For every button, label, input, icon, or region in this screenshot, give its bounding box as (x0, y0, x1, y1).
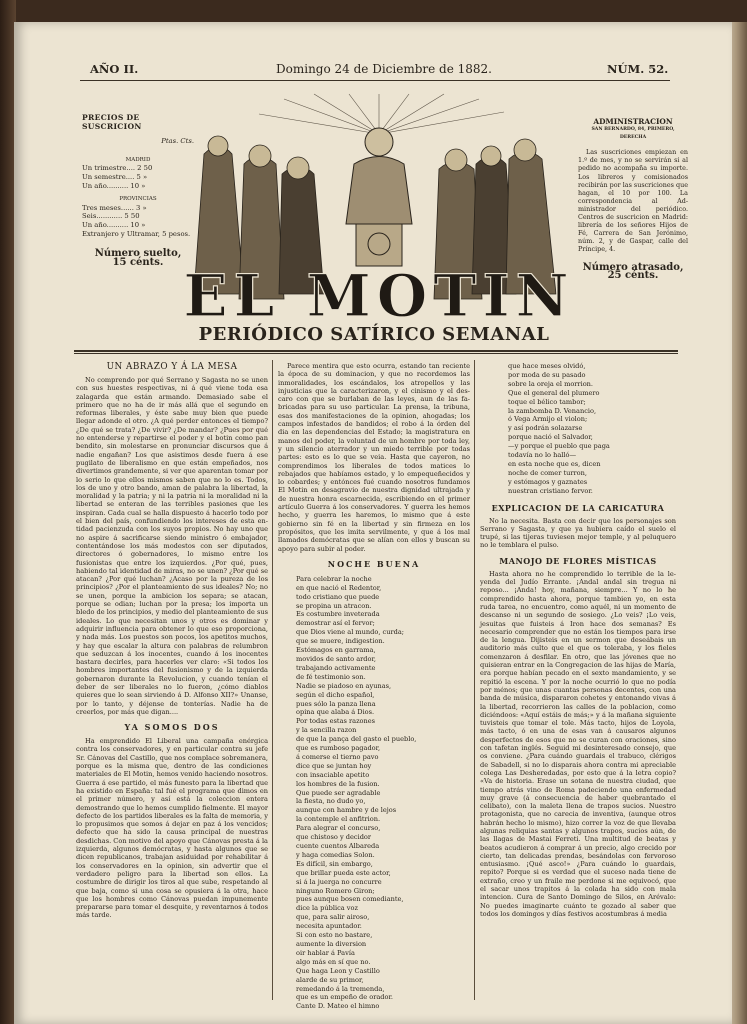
poem-line: Cante D. Mateo el himno (296, 1002, 380, 1011)
poem-line: trabajando activamente (296, 663, 376, 672)
admin-address: SAN BERNARDO, 84, PRIMERO, DERECHA (591, 127, 675, 141)
article-heading-flores: MANOJO DE FLORES MÍSTICAS (499, 555, 657, 566)
poem-line: aunque con hambre y de lejos (296, 806, 397, 815)
poem-line: necesita apuntador. (296, 922, 362, 931)
poem-line: pues sólo la panza llena (296, 699, 376, 708)
poem-line: todo cristiano que puede (296, 592, 380, 601)
poem-line: algo más en sí que no. (296, 957, 371, 966)
poem-line: porque nació el Salvador, (508, 433, 593, 442)
poem-line: oir hablar á Pavía (296, 948, 355, 957)
poem-line: remedando á la tremenda, (296, 984, 385, 993)
poem-line: y estómagos y gaznates (508, 477, 588, 486)
column-3 (480, 362, 676, 1002)
poem-line: y la sencilla razon (296, 726, 357, 735)
poem-line: toque el bélico tambor; (508, 397, 586, 406)
poem-line: cuente cuentos Albareda (296, 842, 380, 851)
article-body-continued: Parece mentira que esto ocurra, estando tan reciente la época de su dominacion, y que no recordemos las inmoralidades, los escándalos, los atropellos y las injusticias que la caracterizaron, y el cinismo y el descaro con que se burlaban de las leyes, aun de las fabricadas para su uso particular. La prensa, la tribuna, esas dos manifestaciones de la opinion, ahogadas; los campos infestados de bandidos; el robo á la órden del dia en las dependencias del Estado; la magistratura en manos del poder, la voluntad de un hombre por toda ley, y un silencio aterrador y un miedo terrible por todas partes: esto es lo que se veia. Hasta que cayeron, no comprendimos los liberales de todos matices lo rebajados que habíamos estado, y lo empequeñecidos y lo cobardes; y entónces fué cuando nosotros fundamos El Motin en desagravio de nuestra dignidad ultrajada y de nuestra honra escarnecida, escribiendo en el primer artículo Guerra á los conservadores. Y guerra les hemos hecho, y guerra les haremos, lo mismo que á este gobierno sin fé en la libertad y sin firmeza en los propósitos, que les imita servilmente, y que á los mal llamados demócratas que se alían con ellos y buscan su apoyo para subir al poder. (278, 362, 470, 553)
poem-line: que Dios viene al mundo, curda; (296, 628, 405, 637)
poem-line: Que haga Leon y Castillo (296, 966, 380, 975)
poem-line: dice que se juntan hoy (296, 761, 372, 770)
single-issue-label: Número suelto, (94, 248, 182, 260)
poem-line: Si con esto no bastare, (296, 931, 373, 940)
poem-line: opina que alaba á Dios. (296, 708, 375, 717)
article-heading-caricatura: EXPLICACION DE LA CARICATURA (491, 502, 665, 513)
poem-continued (480, 362, 676, 496)
article-body-flores: Hasta ahora no he comprendido lo terrible de la leyenda del Judío Errante. ¡Andal andal sin tregua ni reposo... ¡Anda! hoy, mañana, siempre... Y no lo he comprendido hasta ahora, porque tambien yo, en esta ruda tarea, no encuentro, como aquél, ni un momento de descanso ni un segundo de sosiego. ¿Lo veis? ¡Lo veis, jesuitas que fuisteis á Iron hace dos semanas? Es necesario comprender que no están los tiempos para irse de la lengua. Dijisteis en un sermon que deseábais un auditorio más culto que el que os toleraba, y los fieles comenzaron á desfilar. En otro, que las jóvenes que no quisieran entrar en la Congregacion de las hijas de María, era porque habían pecado en el sexto mandamiento, y se repitió la escena. Y por la noche ocurrió lo que no podía por ménos; que unas cuantas personas decentes, con una banda de música, dispararon cohetes y entonando vivas á la libertad, recorrieron las calles de la poblacion, como diciéndoos: «Aquí estáis de más;» y á la mañana siguiente tuvisteis que tomar el tole. Más tacto, hijos de Loyola, más tacto, ó en una de esas van á causaros algunos desperfectos de esos que no se curan con oraciones, sino con tafetan inglés. Seguid mi desinteresado consejo, que os conviene. ¿Para cuándo guardais el trabuco, clérigos de Sabadell, si no lo disparais ahora contra mi apreciable colega Las Desheredadas, por esto que á la letra copio? «Va de historia. Erase un sotana de nuestra ciudad, que tiempo atrás vino de Roma padeciendo una enfermedad muy grave (á consecuencia de haber quebrantado el celibato), con la maleta llena de trapos sucios. Nuestro protagonista, que no carecia de inventiva, (aunque otros habrán hecho lo mismo), hizo correr la voz de que llevaba algunas reliquias santas y algunos trapos, sucios aún, de las llagas de Mastai Ferreti. Una multitud de beatas y beatos acudieron á comprar á un precio, algo crecido por cierto, tan delicadas prendas, besándolas con fervoroso entusiasmo. ¡Qué asco!» ¿Para cuándo lo guardais, repito? Porque si es verdad que el suceso nada tiene de extraño, creo y un fraile me perdone si me equivocó, que el sacar unos trapitos á la colada ha sido con mala intencion. Cura de Santo Domingo de Silos, en Arévalo: No puedes imaginarte cuánto te gozado al saber que todos los domingos y días festivos acostumbras á media (480, 569, 676, 918)
poem-line: aumente la diversion (296, 939, 367, 948)
poem-line: que se muere, indigestion. (296, 637, 385, 646)
header-rule (80, 80, 670, 81)
poem-line: y haga comedias Solon. (296, 850, 375, 859)
poem-line: que hace meses olvidó, (508, 362, 586, 370)
poem-line: de que la pança del gasto el pueblo, (296, 735, 417, 744)
poem-line: Es difícil, sin embargo, (296, 859, 373, 868)
poem-nochebuena (278, 575, 470, 1011)
masthead-title: EL MOTIN (183, 262, 575, 330)
poem-line: que chistoso y decidor (296, 833, 372, 842)
prov-price-1: Tres meses...... 3 » (82, 203, 147, 212)
poem-line: en que nació el Redentor, (296, 583, 382, 592)
poem-line: dice la pública voz (296, 904, 358, 913)
poem-line: ninguno Romero Giron; (296, 886, 375, 895)
masthead-subtitle: PERIÓDICO SATÍRICO SEMANAL (198, 324, 550, 345)
poem-line: que es rumboso pagador, (296, 744, 381, 753)
prov-price-3: Un año.......... 10 » (82, 220, 146, 229)
newspaper-page (14, 22, 732, 1024)
poem-line: —y porque el pueblo que paga (508, 442, 610, 451)
poem-line: noche de comer turron, (508, 468, 587, 477)
prices-title: PRECIOS DE SUSCRICION (82, 113, 142, 131)
poem-line: Para celebrar la noche (296, 574, 372, 583)
column-2 (278, 362, 470, 1011)
poem-line: la contemple el anfitrion. (296, 815, 381, 824)
article-body-dos: Ha emprendido El Liberal una campaña enérgica contra los conservadores, y en particular contra su jefe Sr. Cánovas del Castillo, que nos complace sobremanera, porque es la misma que, dentro de las condiciones materiales de El Motin, hemos venido haciendo nosotros. Guerra á ese partido, el más funesto para la libertad que ha existido en España: tal fué el programa que dimos en el primer número, y así está la coleccion entera demostrando que lo hemos cumplido fielmente. El mayor defecto de los partidos liberales es la falta de memoria, y lo propusimos que somos á dejar en paz á los vencidos; defecto que ha sido la causa principal de nuestras desdichas. Con motivo del apoyo que Cánovas presta á la izquierda, algunos demócratas, y hasta algunos que se dicen republicanos, trabajan asiduidad por rehabilitar á los conservadores en la opinion, sin advertir que el verdadero peligro para la libertad son ellos. La costumbre de dirigir los tiros al que sube, respetando al que baja, como si una cosa se opusiera á la otra, hace que los hombres como Cánovas puedan impunemente prepararse para tomar el desquite, y reventarnos á todos más tarde. (76, 737, 268, 920)
article-body-caricatura: No la necesita. Basta con decir que los personajes son Serrano y Sagasta, y que ya hubiera caído el suelo el trupé, si las tijeras tuviesen mejor temple, y al peluquero no le temblara el pulso. (480, 516, 676, 550)
column-divider-2 (474, 360, 475, 1000)
poem-line: según el dicho español, (296, 690, 375, 699)
masthead-rule (74, 350, 678, 352)
prices-block (82, 114, 194, 267)
back-issue-price: 25 cénts. (607, 269, 659, 281)
poem-line: movidos de santo ardor, (296, 654, 377, 663)
back-issue-label: Número atrasado, (582, 261, 684, 273)
poem-line: pues aunque bosen comediante, (296, 895, 404, 904)
poem-line: alarde de su primor, (296, 975, 364, 984)
poem-line: Es costumbre inveterada (296, 610, 380, 619)
madrid-price-2: Un semestre.... 5 » (82, 172, 148, 181)
poem-line: sobre la oreja el morrion. (508, 379, 594, 388)
column-divider-1 (272, 360, 273, 1000)
poem-heading-nochebuena: NOCHE BUENA (327, 558, 421, 569)
poem-line: los hombres de la fusion. (296, 779, 380, 788)
poem-line: que brillar pueda este actor, (296, 868, 391, 877)
admin-text: Las suscriciones empiezan en 1.º de mes, y no se servirán si al pedido no acompaña su importe. Los libreros y comisionados recibirán por las suscriciones que hagan, el 10 por 100. La correspondencia al Administrador del periódico. Centros de suscricion en Madrid: librería de los señores Hijos de Fé, Carrera de San Jerónimo, núm. 2, y de Gaspar, calle del Príncipe, 4. (578, 148, 688, 254)
admin-title: ADMINISTRACION (593, 117, 673, 126)
poem-line: que es un empeño de orador. (296, 993, 394, 1002)
single-issue-price: 15 cénts. (112, 256, 164, 268)
article-body-abrazo: No comprendo por qué Serrano y Sagasta no se unen con sus huestes respectivas, ni á qué viene toda esa zalagarda que están armando. Demasiado sabe el primero que no ha de ir más allá que el segundo en reformas liberales, y éste sabe muy bien que puede llegar adonde el otro. ¿A qué perder entonces el tiempo? ¿De qué se trata? ¿De vivir? ¿De mandar? ¿Pues por qué no entenderse y repartirse el poder y el botin como pan bendito, sin molestarse en pronunciar discursos que á nadie engañan? Los que asistimos desde fuera á ese pugilato de liberalismo en que están empeñados, nos divertimos grandemente, si ver que aparentan tomar por lo serio lo que ellos mismos saben que no lo es. Todos, los de uno y otro bando, aman de palabra la libertad, la moralidad y la patria; y ni la patria ni la moralidad ni la libertad se enteran de las terribles pasiones que les inspiran. Cada cual se halla dispuesto á hacerlo todo por el bien del país, confundiendo los intereses de esta entidad pacienzuda con los suyos propios. No hay uno que no aspire á sacrificarse siendo ministro ó embajador, contentándose los más modestos con ser diputados, directores ó gobernadores, lo mismo entre los fusionistas que entre los izquierdos. ¿Por qué, pues, habiendo tal identidad de miras, no se unen? ¿Por qué se atacan? ¿Por qué luchan? ¿Acaso por la pureza de los principios? ¿Por el planteamiento de sus ideales? No; no se unen, porque la ambicion los separa; se atacan, porque se odian; luchan por la presa; los importa un bledo de los principios, y medio del planteamiento de sus ideales. Lo que necesitan unos y otros es dominar y adquirir influencia para obtener lo que eso proporciona, y nada más. Los puestos son pocos, los apetitos muchos, y hay que escalar la altura con palabras de relumbron que seduzcan á los inocentes, cuando á los inocentes bastara decirles, para hacerles ver claro: «Si todos los hombres importantes del fusionismo y de la izquierda gobernaron durante la Revolucion, y cuando tenían el deber de ser liberales no lo fueron, ¿cómo diablos quieres que lo sean sirviendo á D. Alfonso XII?» Unanse, por lo tanto, y déjense de tonterías. Nadie ha de creerlos, por más que digan.... (76, 376, 268, 716)
poem-line: la zambomba D. Venancio, (508, 406, 597, 415)
poem-line: ó Vega Armijo el violon; (508, 415, 588, 424)
issue-year: AÑO II. (90, 62, 139, 76)
poem-line: de fé testimonio son. (296, 672, 366, 681)
poem-line: Que el general del plumero (508, 388, 600, 397)
poem-line: se propina un atracon. (296, 601, 372, 610)
madrid-label: MADRID (125, 156, 151, 163)
madrid-price-1: Un trimestre.... 2 50 (82, 164, 153, 173)
poem-line: á comerse el tierno pavo (296, 752, 379, 761)
poem-line: demostrar así el fervor; (296, 619, 375, 628)
poem-line: todavía no lo halló— (508, 451, 577, 460)
column-1 (76, 362, 268, 1002)
poem-line: por moda de su pasado (508, 370, 586, 379)
foreign-price: Extranjero y Ultramar, 5 pesos. (82, 229, 191, 238)
poem-line: Para alegrar el concurso, (296, 824, 381, 833)
masthead-rule-thin (74, 353, 678, 354)
poem-line: y así podrán solazarse (508, 424, 583, 433)
poem-line: Estómagos en garrama, (296, 646, 376, 655)
prov-price-2: Seis............ 5 50 (82, 212, 140, 221)
article-heading-dos: YA SOMOS DOS (124, 722, 220, 733)
article-heading-abrazo: UN ABRAZO Y Á LA MESA (106, 362, 238, 372)
poem-line: con insaciable apetito (296, 770, 370, 779)
poem-line: la fiesta, no dudo yo, (296, 797, 366, 806)
provinces-label: PROVINCIAS (119, 196, 157, 203)
poem-line: si á la juerga no concurre (296, 877, 382, 886)
issue-number: NÚM. 52. (607, 62, 669, 76)
poem-line: que, para salir airoso, (296, 913, 370, 922)
poem-line: en esta noche que es, dicen (508, 459, 601, 468)
caricature-illustration (183, 94, 575, 330)
poem-line: nuestran cristiano fervor. (508, 486, 593, 495)
admin-block (578, 118, 688, 280)
prices-col-labels: Ptas. Cts. (161, 137, 194, 146)
poem-line: Nadie se piadoso en ayunas, (296, 681, 392, 690)
poem-line: Por todas estas razones (296, 717, 376, 726)
madrid-price-3: Un año.......... 10 » (82, 181, 146, 190)
issue-date: Domingo 24 de Diciembre de 1882. (276, 62, 492, 76)
poem-line: Que puede ser agradable (296, 788, 381, 797)
